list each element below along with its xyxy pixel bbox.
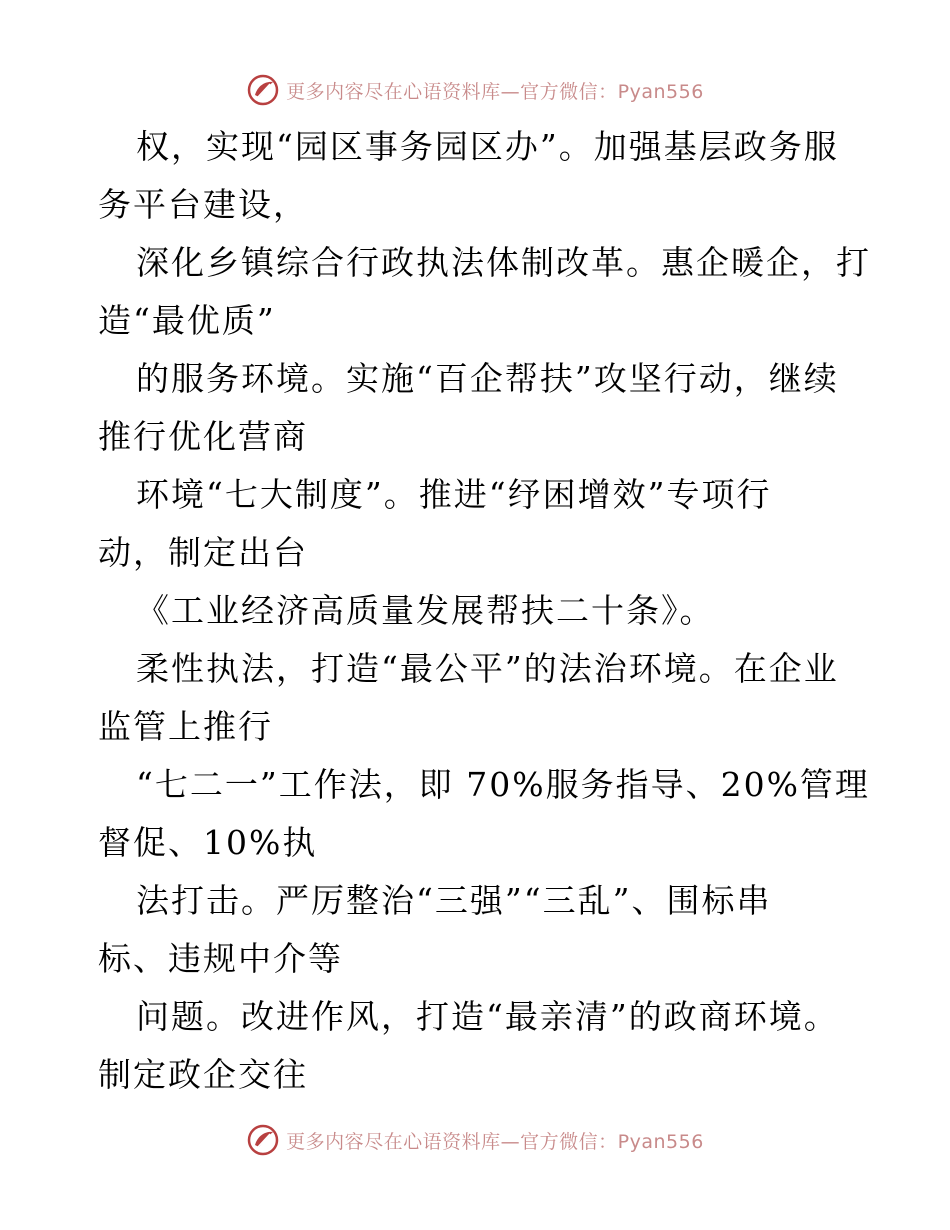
- footer-banner: [0, 1120, 950, 1160]
- paragraph-line: 的服务环境。实施“百企帮扶”攻坚行动，继续: [136, 359, 839, 398]
- paragraph-line: 制定政企交往: [98, 1055, 308, 1094]
- paragraph-line: 推行优化营商: [98, 417, 308, 456]
- paragraph-line: 环境“七大制度”。推进“纾困增效”专项行: [136, 475, 772, 514]
- logo-icon: [246, 73, 280, 107]
- paragraph-line: 督促、10%执: [98, 823, 318, 862]
- paragraph-line: 法打击。严厉整治“三强”“三乱”、围标串: [136, 881, 772, 920]
- paragraph-line: 标、违规中介等: [98, 939, 343, 978]
- paragraph-line: 监管上推行: [98, 707, 273, 746]
- paragraph-line: 造“最优质”: [98, 301, 276, 340]
- footer-banner-text: 更多内容尽在心语资料库—官方微信：Pyan556: [286, 1130, 704, 1153]
- paragraph-line: 柔性执法，打造“最公平”的法治环境。在企业: [136, 649, 839, 688]
- paragraph-line: 权，实现“园区事务园区办”。加强基层政务服: [136, 127, 839, 166]
- paragraph-line: 《工业经济高质量发展帮扶二十条》。: [136, 591, 715, 630]
- document-body: [98, 118, 871, 1104]
- paragraph-line: 务平台建设，: [98, 185, 308, 224]
- logo-icon: [246, 1123, 280, 1157]
- paragraph-line: 深化乡镇综合行政执法体制改革。惠企暖企，打: [136, 243, 871, 282]
- paragraph-line: “七二一”工作法，即 70%服务指导、20%管理: [136, 765, 870, 804]
- header-banner: [0, 70, 950, 110]
- header-banner-text: 更多内容尽在心语资料库—官方微信：Pyan556: [286, 80, 704, 103]
- paragraph-line: 问题。改进作风，打造“最亲清”的政商环境。: [136, 997, 839, 1036]
- paragraph-line: 动，制定出台: [98, 533, 308, 572]
